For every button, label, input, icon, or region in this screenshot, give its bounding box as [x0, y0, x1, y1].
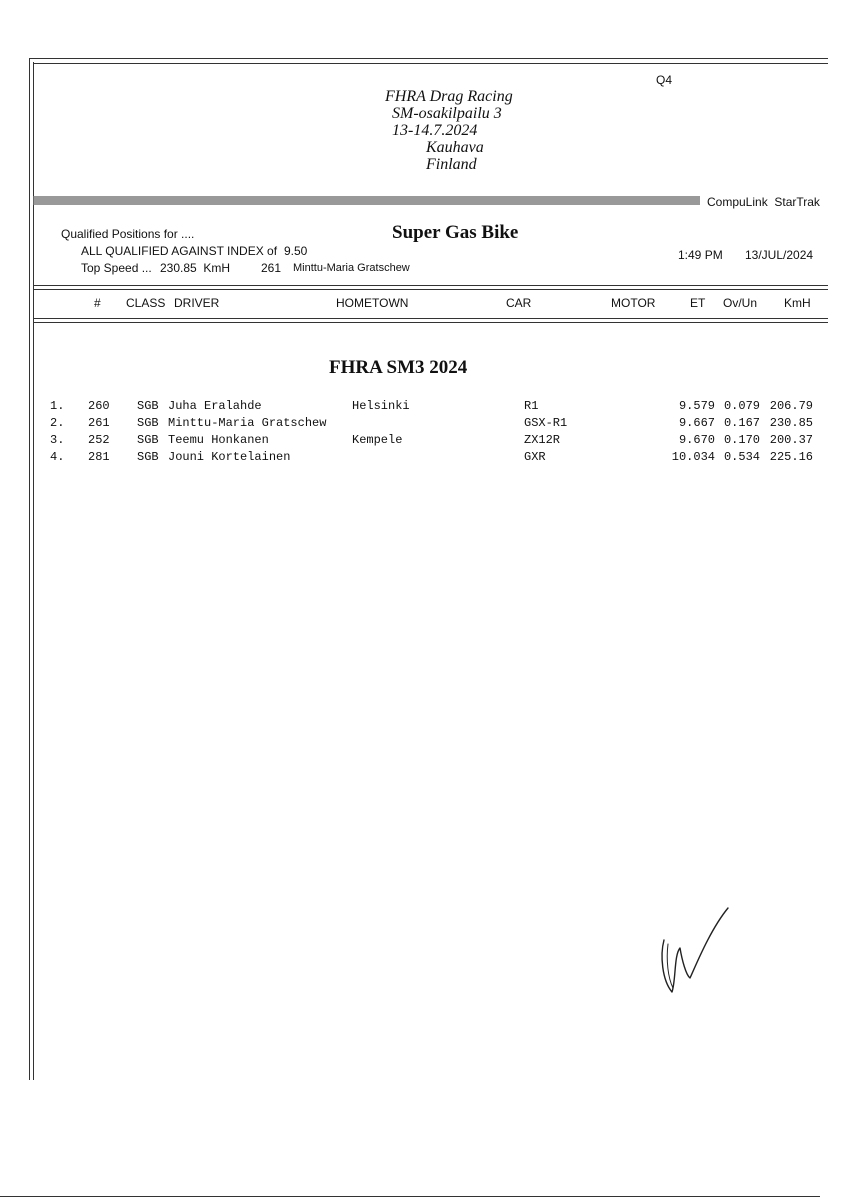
- row-hometown: Kempele: [352, 433, 403, 447]
- dotted-separator: [33, 196, 700, 205]
- system-name: CompuLink StarTrak: [707, 195, 820, 209]
- row-et: 9.579: [678, 399, 715, 413]
- page-border-left: [29, 58, 30, 1080]
- index-label: ALL QUALIFIED AGAINST INDEX of: [81, 244, 278, 258]
- row-driver: Teemu Honkanen: [168, 433, 269, 447]
- col-et: ET: [690, 296, 706, 310]
- row-position: 1.: [50, 399, 65, 413]
- row-kmh: 200.37: [769, 433, 813, 447]
- table-row: [0, 433, 848, 450]
- row-driver: Juha Eralahde: [168, 399, 262, 413]
- row-class: SGB: [137, 450, 159, 464]
- row-position: 2.: [50, 416, 65, 430]
- row-et: 10.034: [671, 450, 715, 464]
- event-line-4: Kauhava: [426, 139, 484, 156]
- row-ovun: 0.167: [723, 416, 760, 430]
- top-speed-value: 230.85 KmH: [160, 261, 231, 275]
- event-line-2: SM-osakilpailu 3: [392, 105, 502, 122]
- col-kmh: KmH: [784, 296, 811, 310]
- col-hometown: HOMETOWN: [336, 296, 409, 310]
- row-car: GXR: [524, 450, 546, 464]
- qualifying-round: Q4: [656, 73, 673, 87]
- col-num: #: [94, 296, 101, 310]
- event-line-1: FHRA Drag Racing: [385, 88, 513, 105]
- row-position: 4.: [50, 450, 65, 464]
- section-title: FHRA SM3 2024: [329, 357, 468, 378]
- row-number: 252: [88, 433, 110, 447]
- row-class: SGB: [137, 433, 159, 447]
- handwritten-signature: [650, 900, 740, 1010]
- top-speed-number: 261: [261, 261, 282, 275]
- col-ovun: Ov/Un: [723, 296, 758, 310]
- row-driver: Jouni Kortelainen: [168, 450, 291, 464]
- top-speed-driver: Minttu-Maria Gratschew: [293, 262, 410, 274]
- row-et: 9.670: [678, 433, 715, 447]
- col-car: CAR: [506, 296, 532, 310]
- columns-rule-2: [33, 322, 828, 323]
- table-row: [0, 399, 848, 416]
- row-car: ZX12R: [524, 433, 561, 447]
- row-number: 281: [88, 450, 110, 464]
- columns-rule: [33, 318, 828, 319]
- row-position: 3.: [50, 433, 65, 447]
- row-ovun: 0.534: [723, 450, 760, 464]
- report-date: 13/JUL/2024: [745, 248, 814, 262]
- event-line-5: Finland: [426, 156, 477, 173]
- row-kmh: 225.16: [769, 450, 813, 464]
- page-border-left-inner: [33, 62, 34, 1080]
- bottom-rule: [0, 1196, 820, 1197]
- row-car: GSX-R1: [524, 416, 568, 430]
- header-rule: [33, 285, 828, 286]
- row-number: 261: [88, 416, 110, 430]
- row-et: 9.667: [678, 416, 715, 430]
- table-row: [0, 416, 848, 433]
- qualified-positions-label: Qualified Positions for ....: [61, 227, 195, 241]
- table-row: [0, 450, 848, 467]
- top-speed-label: Top Speed ...: [81, 261, 152, 275]
- top-rule-inner: [33, 63, 828, 64]
- row-kmh: 230.85: [769, 416, 813, 430]
- row-class: SGB: [137, 399, 159, 413]
- col-class: CLASS: [126, 296, 166, 310]
- row-kmh: 206.79: [769, 399, 813, 413]
- top-rule: [29, 58, 828, 59]
- row-ovun: 0.170: [723, 433, 760, 447]
- index-value: 9.50: [284, 244, 308, 258]
- header-rule-2: [33, 289, 828, 290]
- col-motor: MOTOR: [611, 296, 656, 310]
- class-title: Super Gas Bike: [392, 222, 519, 243]
- row-hometown: Helsinki: [352, 399, 410, 413]
- row-number: 260: [88, 399, 110, 413]
- row-ovun: 0.079: [723, 399, 760, 413]
- col-driver: DRIVER: [174, 296, 220, 310]
- row-driver: Minttu-Maria Gratschew: [168, 416, 327, 430]
- row-car: R1: [524, 399, 539, 413]
- event-line-3: 13-14.7.2024: [392, 122, 478, 139]
- report-time: 1:49 PM: [678, 248, 723, 262]
- row-class: SGB: [137, 416, 159, 430]
